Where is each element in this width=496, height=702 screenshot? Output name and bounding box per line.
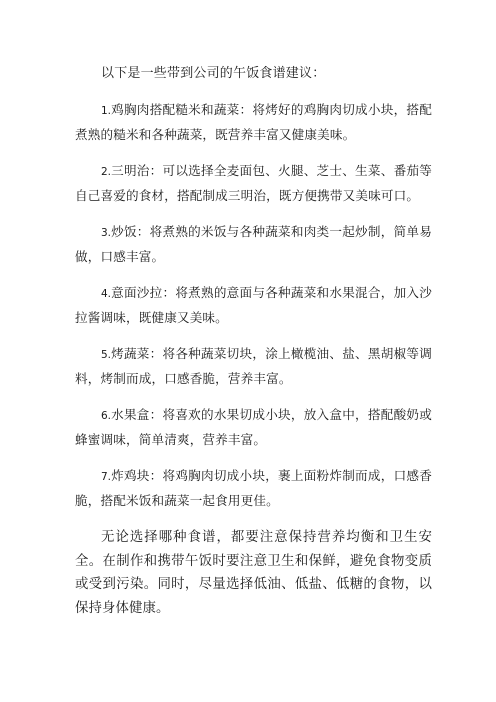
item-number: 6.	[101, 410, 112, 422]
item-number: 2.	[101, 166, 112, 178]
recipe-item-7	[75, 464, 432, 512]
item-text: 意面沙拉：将煮熟的意面与各种蔬菜和水果混合，加入沙拉酱调味，既健康又美味。	[75, 285, 432, 325]
item-number: 3.	[101, 227, 112, 239]
item-number: 1.	[101, 105, 112, 117]
item-number: 5.	[101, 349, 112, 361]
closing-paragraph: 无论选择哪种食谱，都要注意保持营养均衡和卫生安全。在制作和携带午饭时要注意卫生和保鲜，避免食物变质或受到污染。同时，尽量选择低油、低盐、低糖的食物，以保持身体健康。	[75, 530, 432, 616]
item-text: 鸡胸肉搭配糙米和蔬菜：将烤好的鸡胸肉切成小块，搭配煮熟的糙米和各种蔬菜，既营养丰富又健康美味。	[75, 102, 432, 142]
item-number: 7.	[101, 471, 112, 483]
recipe-item-2	[75, 159, 432, 207]
recipe-item-5	[75, 342, 432, 390]
item-number: 4.	[101, 288, 112, 300]
recipe-item-6	[75, 403, 432, 451]
recipe-item-3	[75, 220, 432, 268]
item-text: 炒饭：将煮熟的米饭与各种蔬菜和肉类一起炒制，简单易做，口感丰富。	[75, 224, 432, 264]
item-text: 三明治：可以选择全麦面包、火腿、芝士、生菜、番茄等自己喜爱的食材，搭配制成三明治，既方便携带又美味可口。	[75, 163, 432, 203]
item-text: 烤蔬菜：将各种蔬菜切块，涂上橄榄油、盐、黑胡椒等调料，烤制而成，口感香脆，营养丰富。	[75, 346, 432, 386]
item-text: 水果盒：将喜欢的水果切成小块，放入盒中，搭配酸奶或蜂蜜调味，简单清爽，营养丰富。	[75, 407, 432, 447]
item-text: 炸鸡块：将鸡胸肉切成小块，裹上面粉炸制而成，口感香脆，搭配米饭和蔬菜一起食用更佳。	[75, 468, 432, 508]
recipe-item-1	[75, 98, 432, 146]
intro-paragraph: 以下是一些带到公司的午饭食谱建议：	[101, 66, 326, 81]
recipe-item-4	[75, 281, 432, 329]
